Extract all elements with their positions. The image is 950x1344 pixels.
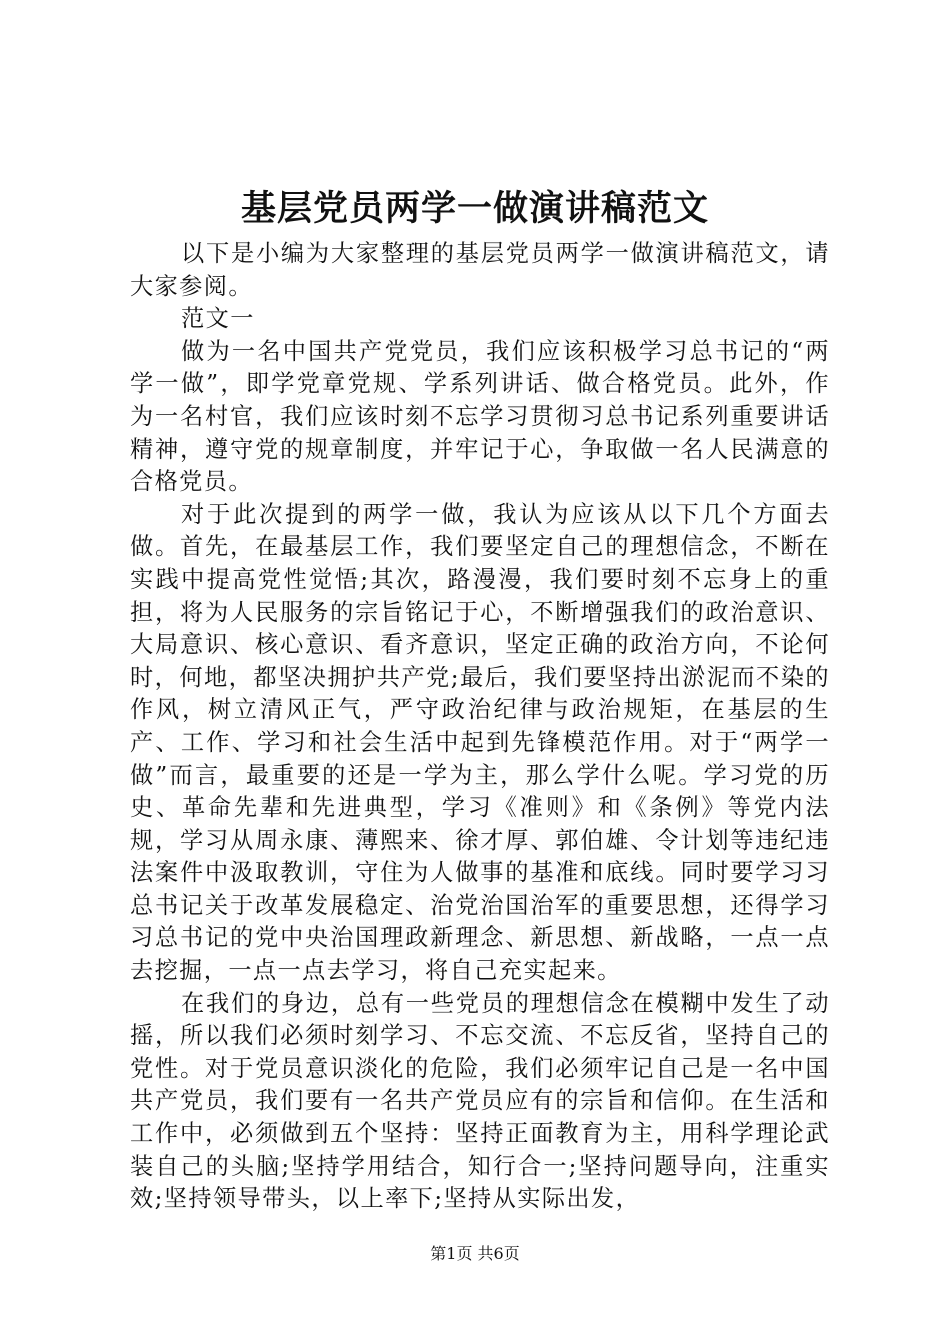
document-body — [130, 238, 830, 1216]
body-paragraph: 做为一名中国共产党党员，我们应该积极学习总书记的“两学一做”，即学党章党规、学系列讲话、做合格党员。此外，作为一名村官，我们应该时刻不忘学习贯彻习总书记系列重要讲话精神，遵守党的规章制度，并牢记于心，争取做一名人民满意的合格党员。 — [130, 337, 830, 496]
section-heading: 范文一 — [181, 305, 255, 333]
page-number-footer: 第1页 共6页 — [430, 1244, 520, 1263]
intro-paragraph: 以下是小编为大家整理的基层党员两学一做演讲稿范文，请大家参阅。 — [130, 240, 830, 300]
document-title: 基层党员两学一做演讲稿范文 — [240, 188, 709, 229]
body-paragraph: 对于此次提到的两学一做，我认为应该从以下几个方面去做。首先，在最基层工作，我们要坚定自己的理想信念，不断在实践中提高党性觉悟;其次，路漫漫，我们要时刻不忘身上的重担，将为人民服务的宗旨铭记于心，不断增强我们的政治意识、大局意识、核心意识、看齐意识，坚定正确的政治方向，不论何时，何地，都坚决拥护共产党;最后，我们要坚持出淤泥而不染的作风，树立清风正气，严守政治纪律与政治规矩，在基层的生产、工作、学习和社会生活中起到先锋模范作用。对于“两学一做”而言，最重要的还是一学为主，那么学什么呢。学习党的历史、革命先辈和先进典型，学习《准则》和《条例》等党内法规，学习从周永康、薄熙来、徐才厚、郭伯雄、令计划等违纪违法案件中汲取教训，守住为人做事的基准和底线。同时要学习习总书记关于改革发展稳定、治党治国治军的重要思想，还得学习习总书记的党中央治国理政新理念、新思想、新战略，一点一点去挖掘，一点一点去学习，将自己充实起来。 — [130, 500, 830, 985]
body-paragraph: 在我们的身边，总有一些党员的理想信念在模糊中发生了动摇，所以我们必须时刻学习、不忘交流、不忘反省，坚持自己的党性。对于党员意识淡化的危险，我们必须牢记自己是一名中国共产党员，我们要有一名共产党员应有的宗旨和信仰。在生活和工作中，必须做到五个坚持：坚持正面教育为主，用科学理论武装自己的头脑;坚持学用结合，知行合一;坚持问题导向，注重实效;坚持领导带头，以上率下;坚持从实际出发， — [130, 989, 830, 1213]
